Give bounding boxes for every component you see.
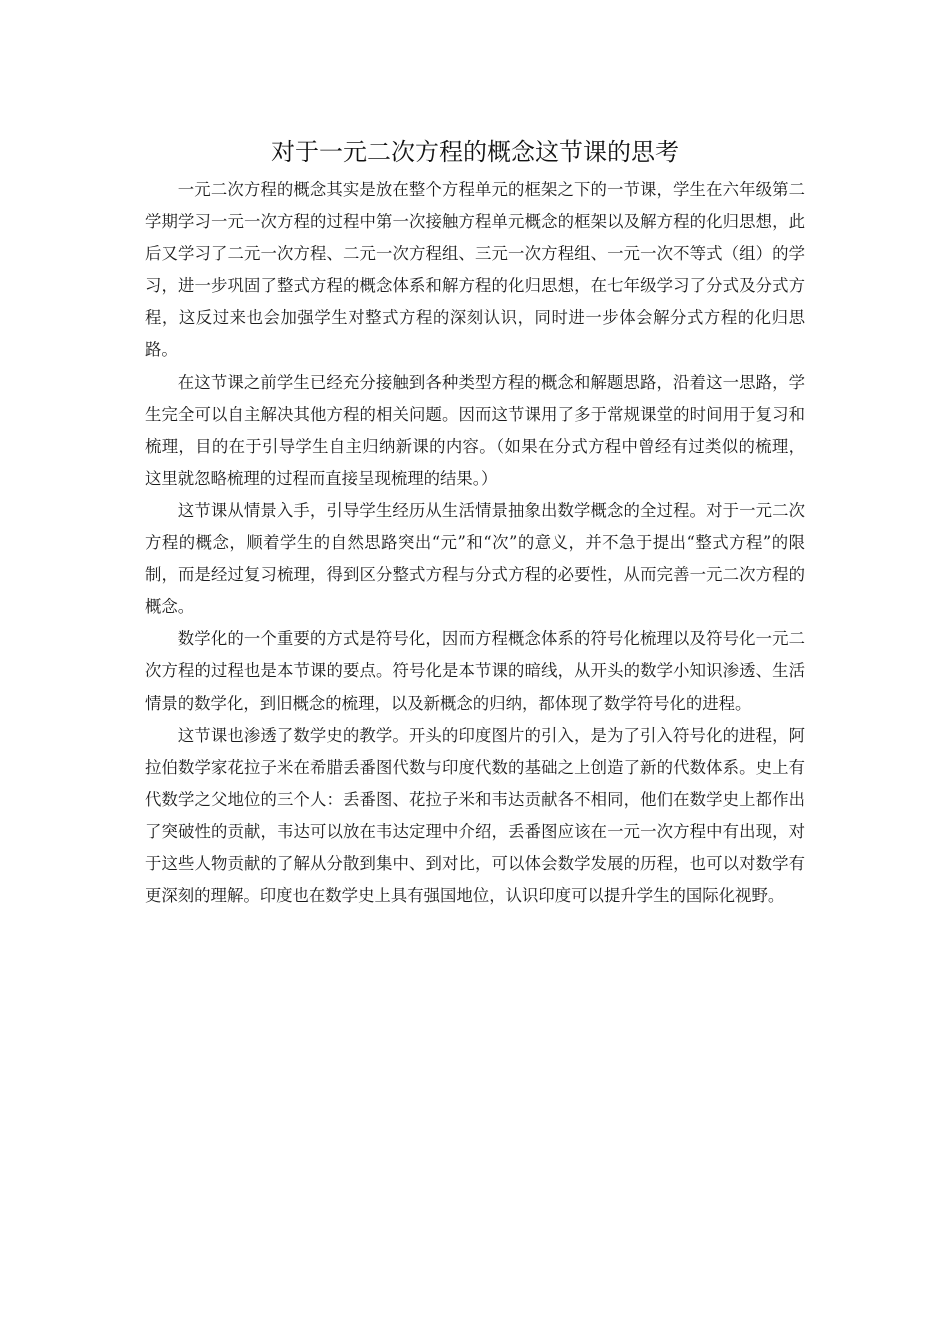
document-body bbox=[145, 174, 805, 912]
paragraph-5: 这节课也渗透了数学史的教学。开头的印度图片的引入，是为了引入符号化的进程，阿拉伯数学家花拉子米在希腊丢番图代数与印度代数的基础之上创造了新的代数体系。史上有代数学之父地位的三个人：丢番图、花拉子米和韦达贡献各不相同，他们在数学史上都作出了突破性的贡献，韦达可以放在韦达定理中介绍，丢番图应该在一元一次方程中有出现，对于这些人物贡献的了解从分散到集中、到对比，可以体会数学发展的历程，也可以对数学有更深刻的理解。印度也在数学史上具有强国地位，认识印度可以提升学生的国际化视野。 bbox=[145, 725, 805, 906]
paragraph-4: 数学化的一个重要的方式是符号化，因而方程概念体系的符号化梳理以及符号化一元二次方程的过程也是本节课的要点。符号化是本节课的暗线，从开头的数学小知识渗透、生活情景的数学化，到旧概念的梳理，以及新概念的归纳，都体现了数学符号化的进程。 bbox=[145, 629, 805, 713]
paragraph-1: 一元二次方程的概念其实是放在整个方程单元的框架之下的一节课，学生在六年级第二学期学习一元一次方程的过程中第一次接触方程单元概念的框架以及解方程的化归思想，此后又学习了二元一次方程、二元一次方程组、三元一次方程组、一元一次不等式（组）的学习，进一步巩固了整式方程的概念体系和解方程的化归思想，在七年级学习了分式及分式方程，这反过来也会加强学生对整式方程的深刻认识，同时进一步体会解分式方程的化归思路。 bbox=[145, 180, 805, 360]
paragraph-3: 这节课从情景入手，引导学生经历从生活情景抽象出数学概念的全过程。对于一元二次方程的概念，顺着学生的自然思路突出“元”和“次”的意义，并不急于提出“整式方程”的限制，而是经过复习梳理，得到区分整式方程与分式方程的必要性，从而完善一元二次方程的概念。 bbox=[145, 500, 805, 617]
paragraph-2: 在这节课之前学生已经充分接触到各种类型方程的概念和解题思路，沿着这一思路，学生完全可以自主解决其他方程的相关问题。因而这节课用了多于常规课堂的时间用于复习和梳理，目的在于引导学生自主归纳新课的内容。（如果在分式方程中曾经有过类似的梳理，这里就忽略梳理的过程而直接呈现梳理的结果。） bbox=[145, 372, 805, 488]
document-title: 对于一元二次方程的概念这节课的思考 bbox=[271, 138, 679, 166]
